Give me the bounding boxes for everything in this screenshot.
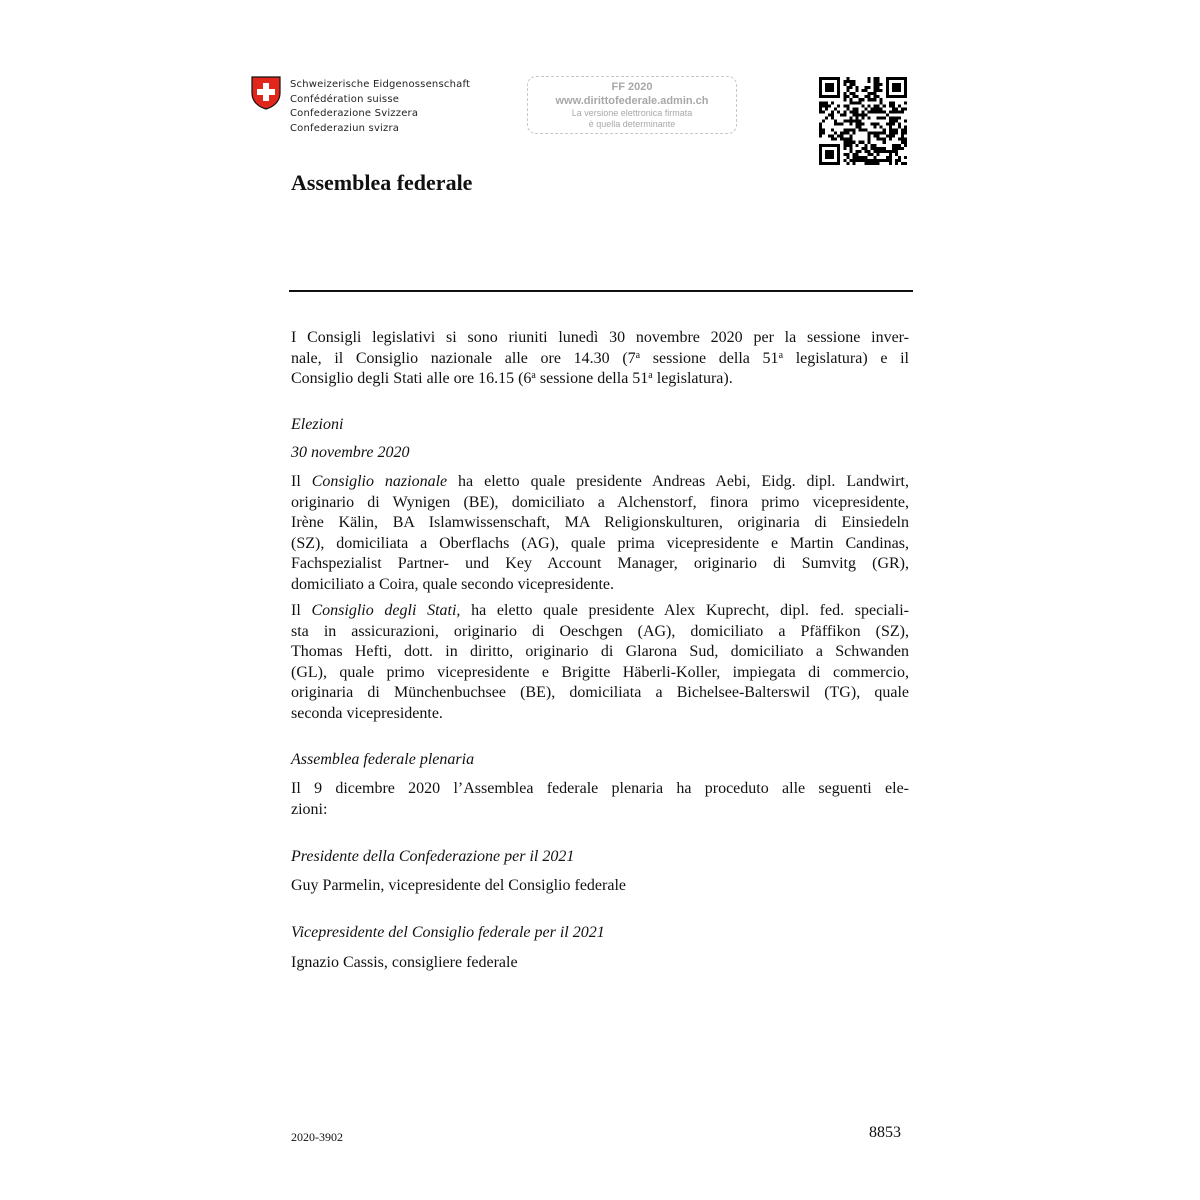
cn-line-2: originario di Wynigen (BE), domiciliato a Alchenstorf, finora primo vicepresidente, [291, 493, 909, 511]
page-title: Assemblea federale [291, 170, 473, 195]
section-date: 30 novembre 2020 [291, 444, 410, 461]
consiglio-nazionale-paragraph [291, 472, 909, 596]
cn-line-1: Il Consiglio nazionale ha eletto quale presidente Andreas Aebi, Eidg. dipl. Landwirt, [291, 473, 909, 490]
qr-code-icon [819, 77, 907, 165]
intro-line-2: nale, il Consiglio nazionale alle ore 14.30 (7$^a$ sessione della 51$^a$ legislatura) e il [291, 349, 910, 367]
official-stamp [527, 76, 737, 134]
cs-line-1: Il Consiglio degli Stati, ha eletto quale presidente Alex Kuprecht, dipl. fed. speciali- [291, 602, 909, 619]
stamp-ff-number: FF 2020 [611, 81, 653, 93]
intro-line-3: Consiglio degli Stati alle ore 16.15 (6$^a$ sessione della 51$^a$ legislatura). [291, 370, 733, 388]
heading-presidente: Presidente della Confederazione per il 2021 [291, 848, 575, 865]
cs-line-3: Thomas Hefti, dott. in diritto, originario di Glarona Sud, domiciliato a Schwanden [291, 643, 909, 661]
vicepresidente-text: Ignazio Cassis, consigliere federale [291, 954, 518, 971]
confederation-name-de: Schweizerische Eidgenossenschaft [290, 79, 471, 90]
cs-line-6: seconda vicepresidente. [291, 704, 443, 722]
confederation-names [290, 78, 470, 136]
confederation-name-it: Confederazione Svizzera [290, 108, 419, 119]
cs-line-2: sta in assicurazioni, originario di Oeschgen (AG), domiciliato a Pfäffikon (SZ), [291, 622, 909, 640]
presidente-text: Guy Parmelin, vicepresidente del Consiglio federale [291, 877, 627, 894]
cn-line-6: domiciliato a Coira, quale secondo vicepresidente. [291, 575, 614, 593]
cn-line-4: (SZ), domiciliata a Oberflachs (AG), quale prima vicepresidente e Martin Candinas, [291, 534, 909, 552]
plenaria-line-2: zioni: [291, 800, 328, 818]
cn-line-5: Fachspezialist Partner- und Key Account Manager, originario di Sumvitg (GR), [291, 555, 909, 573]
stamp-url: www.dirittofederale.admin.ch [555, 95, 709, 107]
plenaria-paragraph [291, 779, 909, 820]
confederation-name-rm: Confederaziun svizra [290, 122, 400, 134]
swiss-coat-of-arms-icon [251, 76, 281, 110]
stamp-note-2: è quella determinante [588, 119, 676, 129]
title-divider [289, 290, 913, 292]
document-number: 2020-3902 [291, 1130, 343, 1144]
intro-line-1: I Consigli legislativi si sono riuniti lunedì 30 novembre 2020 per la sessione inver- [291, 329, 909, 346]
section-heading-plenaria: Assemblea federale plenaria [291, 751, 475, 768]
section-heading-elezioni: Elezioni [291, 416, 344, 433]
consiglio-stati-paragraph [291, 601, 909, 725]
stamp-note-1: La versione elettronica firmata [571, 108, 693, 118]
heading-vicepresidente: Vicepresidente del Consiglio federale per il 2021 [291, 924, 605, 941]
confederation-name-fr: Confédération suisse [290, 93, 400, 105]
intro-paragraph [291, 328, 909, 390]
plenaria-line-1: Il 9 dicembre 2020 l’Assemblea federale plenaria ha proceduto alle seguenti ele- [291, 780, 909, 797]
cs-line-4: (GL), quale primo vicepresidente e Brigitte Häberli-Koller, impiegata di commercio, [291, 663, 909, 681]
cn-line-3: Irène Kälin, BA Islamwissenschaft, MA Religionskulturen, originaria di Einsiedeln [291, 514, 909, 532]
page-number: 8853 [869, 1124, 901, 1141]
cs-line-5: originaria di Münchenbuchsee (BE), domiciliata a Bichelsee-Balterswil (TG), quale [291, 684, 909, 702]
